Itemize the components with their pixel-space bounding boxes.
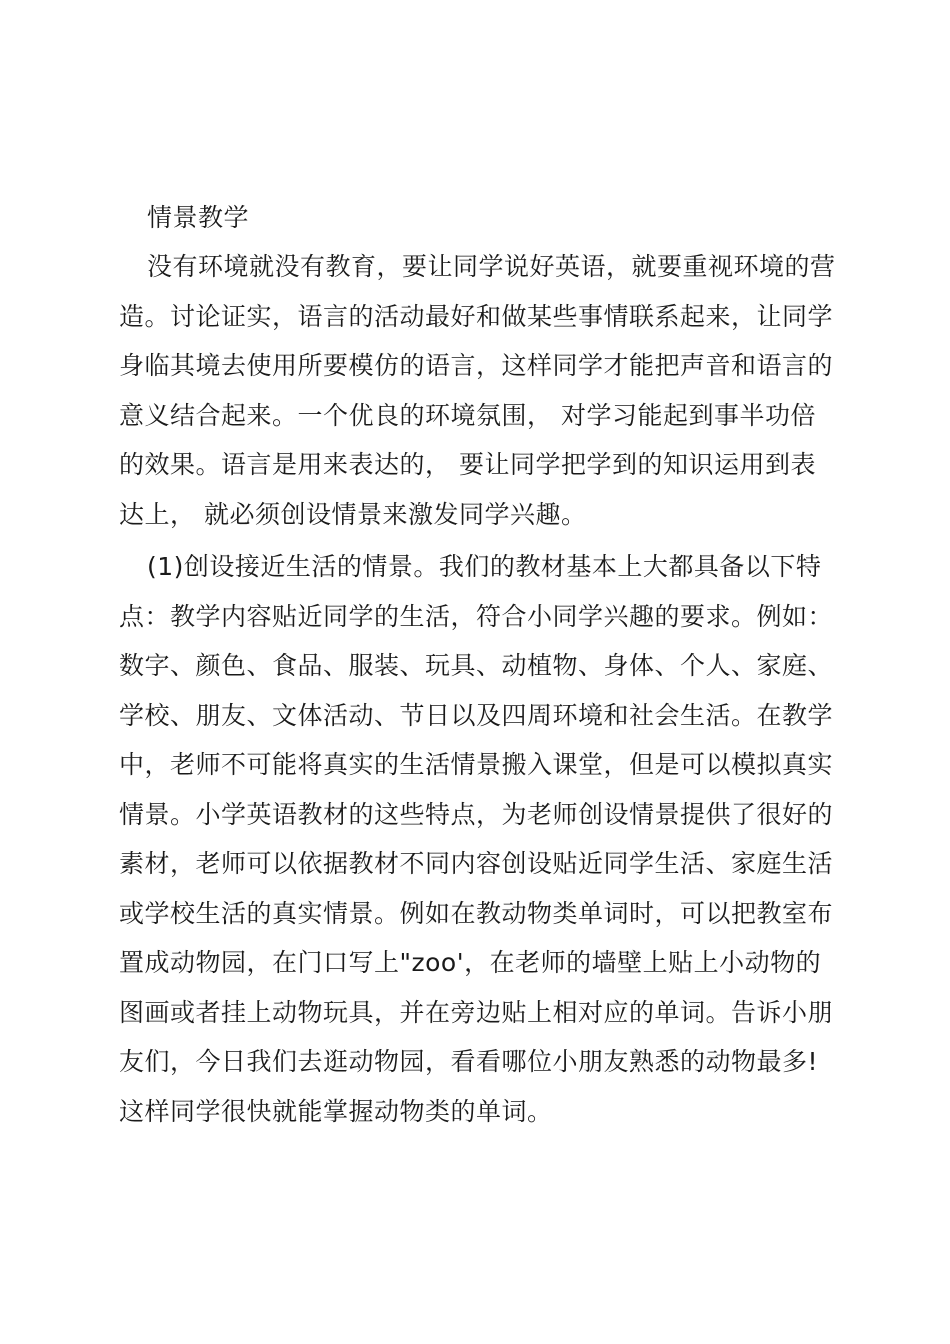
paragraph-line: 身临其境去使用所要模仿的语言，这样同学才能把声音和语言的 (119, 351, 834, 380)
paragraph-line: 图画或者挂上动物玩具，并在旁边贴上相对应的单词。告诉小朋 (119, 998, 834, 1027)
paragraph-line: 达上， 就必须创设情景来激发同学兴趣。 (119, 500, 587, 529)
paragraph-line: 置成动物园，在门口写上"zoo'，在老师的墙壁上贴上小动物的 (119, 948, 822, 977)
section-heading: 情景教学 (147, 203, 250, 232)
paragraph-line: 学校、朋友、文体活动、节日以及四周环境和社会生活。在教学 (119, 701, 834, 730)
paragraph-line: 或学校生活的真实情景。例如在教动物类单词时，可以把教室布 (119, 899, 834, 928)
paragraph-line: 没有环境就没有教育，要让同学说好英语，就要重视环境的营 (147, 252, 836, 281)
paragraph-line: 造。讨论证实，语言的活动最好和做某些事情联系起来，让同学 (119, 302, 834, 331)
paragraph-line: 点：教学内容贴近同学的生活，符合小同学兴趣的要求。例如： (119, 602, 834, 631)
paragraph-line: 意义结合起来。一个优良的环境氛围， 对学习能起到事半功倍 (119, 401, 816, 430)
paragraph-line: 情景。小学英语教材的这些特点，为老师创设情景提供了很好的 (119, 800, 834, 829)
paragraph-line: (1)创设接近生活的情景。我们的教材基本上大都具备以下特 (147, 552, 822, 581)
paragraph-line: 这样同学很快就能掌握动物类的单词。 (119, 1097, 553, 1126)
paragraph-line: 友们，今日我们去逛动物园，看看哪位小朋友熟悉的动物最多! (119, 1047, 819, 1076)
paragraph-line: 素材，老师可以依据教材不同内容创设贴近同学生活、家庭生活 (119, 849, 834, 878)
paragraph-line: 的效果。语言是用来表达的， 要让同学把学到的知识运用到表 (119, 450, 816, 479)
paragraph-line: 中，老师不可能将真实的生活情景搬入课堂，但是可以模拟真实 (119, 750, 834, 779)
paragraph-line: 数字、颜色、食品、服装、玩具、动植物、身体、个人、家庭、 (119, 651, 834, 680)
